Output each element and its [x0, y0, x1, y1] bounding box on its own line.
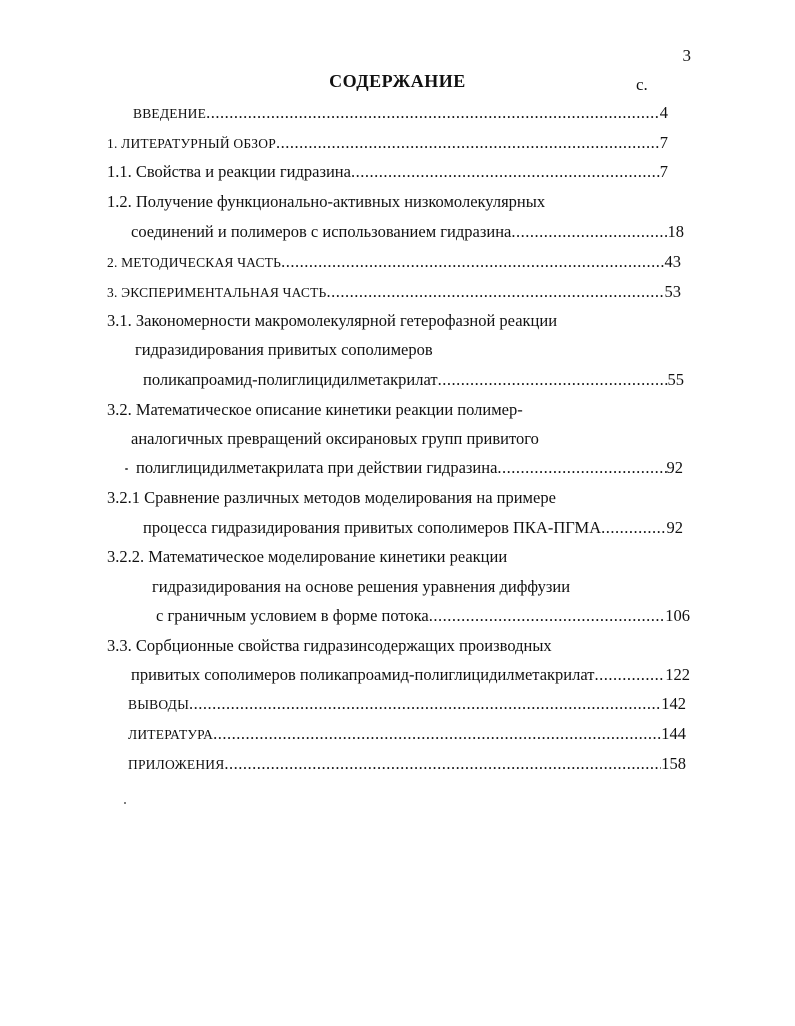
page-number: 3 — [682, 46, 691, 65]
toc-entry-1-2-line-1: 1.2. Получение функционально-активных низкомолекулярных — [107, 192, 546, 211]
toc-entry-3-2 — [136, 458, 683, 478]
toc-entry-title: процесса гидразидирования привитых сополимеров ПКА-ПГМА — [143, 518, 602, 537]
toc-entry-page: 122 — [665, 665, 690, 684]
toc-entry-page: 7 — [659, 162, 668, 181]
toc-entry-3-2-2-line-2: гидразидирования на основе решения уравнения диффузии — [152, 577, 571, 596]
toc-leader-dots — [438, 370, 668, 390]
toc-leader-dots — [224, 754, 661, 774]
toc-entry-page: 7 — [659, 133, 668, 152]
toc-leader-dots — [497, 458, 666, 478]
toc-leader-dots — [213, 724, 661, 744]
toc-entry-title: 3. ЭКСПЕРИМЕНТАЛЬНАЯ ЧАСТЬ — [107, 285, 327, 300]
toc-entry-methodical-part — [107, 252, 681, 273]
toc-leader-dots — [511, 222, 667, 242]
toc-entry-title: 1. ЛИТЕРАТУРНЫЙ ОБЗОР — [107, 136, 276, 151]
toc-entry-3-3-line-1: 3.3. Сорбционные свойства гидразинсодержащих производных — [107, 636, 552, 655]
toc-leader-dots — [281, 252, 664, 272]
toc-entry-appendices — [128, 754, 686, 775]
toc-entry-page: 142 — [661, 694, 686, 713]
toc-entry-page: 53 — [664, 282, 681, 301]
scan-speck — [125, 468, 128, 470]
toc-entry-title: 1.1. Свойства и реакции гидразина — [107, 162, 351, 181]
scan-speck — [124, 802, 126, 804]
toc-entry-page: 18 — [667, 222, 684, 241]
toc-entry-title: ЛИТЕРАТУРА — [128, 727, 214, 742]
toc-entry-page: 43 — [664, 252, 681, 271]
toc-entry-conclusions — [128, 694, 686, 715]
contents-title: СОДЕРЖАНИЕ — [329, 71, 466, 91]
toc-entry-3-2-line-2: аналогичных превращений оксирановых групп привитого — [131, 429, 539, 448]
toc-entry-literature-review — [107, 133, 668, 154]
toc-entry-title: ВЫВОДЫ — [128, 697, 190, 712]
toc-entry-page: 4 — [659, 103, 668, 122]
toc-leader-dots — [206, 103, 660, 123]
page-column-label: с. — [636, 75, 648, 94]
toc-entry-page: 92 — [666, 458, 683, 477]
toc-leader-dots — [601, 518, 666, 538]
toc-entry-title: поликапроамид-полиглицидилметакрилат — [143, 370, 438, 389]
toc-entry-introduction — [133, 103, 668, 124]
toc-entry-page: 144 — [661, 724, 686, 743]
toc-entry-page: 55 — [667, 370, 684, 389]
toc-entry-1-1 — [107, 162, 668, 182]
toc-entry-title: с граничным условием в форме потока — [156, 606, 429, 625]
toc-entry-references — [128, 724, 686, 745]
toc-entry-3-2-line-1: 3.2. Математическое описание кинетики реакции полимер- — [107, 400, 523, 419]
toc-leader-dots — [189, 694, 661, 714]
toc-entry-title: полиглицидилметакрилата при действии гидразина — [136, 458, 498, 477]
toc-leader-dots — [327, 282, 665, 302]
toc-leader-dots — [351, 162, 660, 182]
toc-entry-3-1-line-2: гидразидирования привитых сополимеров — [135, 340, 433, 359]
toc-entry-3-1 — [143, 370, 684, 390]
toc-entry-3-2-2-line-1: 3.2.2. Математическое моделирование кинетики реакции — [107, 547, 508, 566]
toc-entry-title: 2. МЕТОДИЧЕСКАЯ ЧАСТЬ — [107, 255, 282, 270]
toc-entry-3-3 — [131, 665, 690, 685]
toc-entry-page: 106 — [665, 606, 690, 625]
toc-entry-3-2-1-line-1: 3.2.1 Сравнение различных методов моделирования на примере — [107, 488, 556, 507]
toc-entry-3-2-1 — [143, 518, 683, 538]
toc-entry-1-2 — [131, 222, 684, 242]
toc-leader-dots — [276, 133, 660, 153]
toc-entry-experimental-part — [107, 282, 681, 303]
toc-entry-title: ВВЕДЕНИЕ — [133, 106, 207, 121]
toc-entry-3-1-line-1: 3.1. Закономерности макромолекулярной гетерофазной реакции — [107, 311, 558, 330]
toc-entry-page: 158 — [661, 754, 686, 773]
toc-entry-3-2-2 — [156, 606, 690, 626]
toc-entry-page: 92 — [666, 518, 683, 537]
toc-entry-title: соединений и полимеров с использованием гидразина — [131, 222, 512, 241]
toc-entry-title: привитых сополимеров поликапроамид-полиглицидилметакрилат — [131, 665, 595, 684]
toc-leader-dots — [594, 665, 665, 685]
toc-leader-dots — [429, 606, 666, 626]
toc-entry-title: ПРИЛОЖЕНИЯ — [128, 757, 225, 772]
